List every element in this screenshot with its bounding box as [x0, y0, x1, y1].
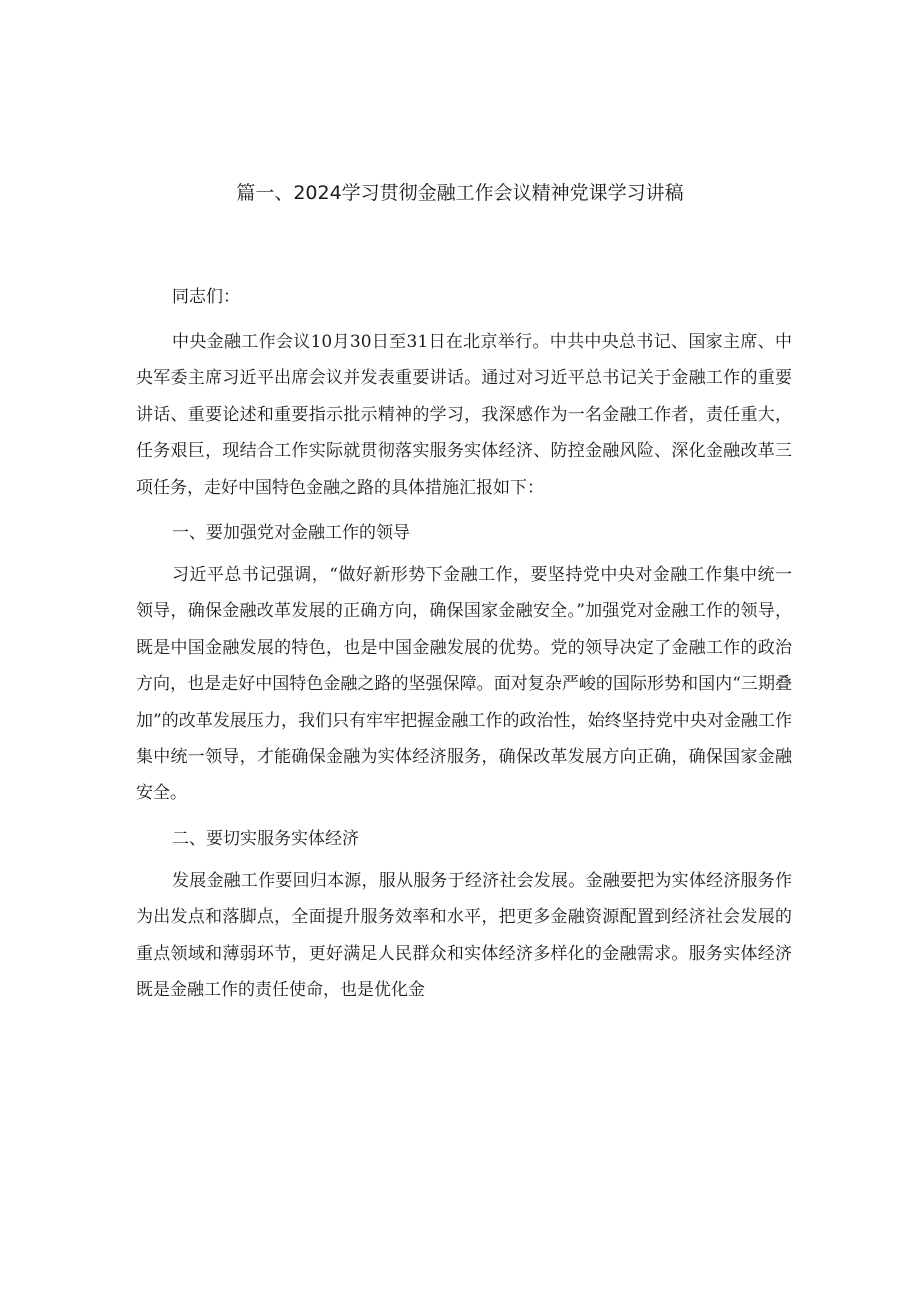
section-heading-2: 二、要切实服务实体经济: [172, 828, 359, 849]
section-heading-1: 一、要加强党对金融工作的领导: [172, 523, 410, 544]
document-title: 篇一、2024学习贯彻金融工作会议精神党课学习讲稿: [236, 182, 684, 204]
section-paragraph-2: 发展金融工作要回归本源，服从服务于经济社会发展。金融要把为实体经济服务作为出发点和落脚点，全面提升服务效率和水平，把更多金融资源配置到经济社会发展的重点领域和薄弱环节，更好满足人民群众和实体经济多样化的金融需求。服务实体经济既是金融工作的责任使命，也是优化金: [136, 870, 792, 1001]
document-body: [136, 282, 792, 1009]
section-paragraph-1: 习近平总书记强调，“做好新形势下金融工作，要坚持党中央对金融工作集中统一领导，确保金融改革发展的正确方向，确保国家金融安全。”加强党对金融工作的领导，既是中国金融发展的特色，也是中国金融发展的优势。党的领导决定了金融工作的政治方向，也是走好中国特色金融之路的坚强保障。面对复杂严峻的国际形势和国内“三期叠加”的改革发展压力，我们只有牢牢把握金融工作的政治性，始终坚持党中央对金融工作集中统一领导，才能确保金融为实体经济服务，确保改革发展方向正确，确保国家金融安全。: [136, 565, 792, 804]
intro-paragraph: 中央金融工作会议10月30日至31日在北京举行。中共中央总书记、国家主席、中央军委主席习近平出席会议并发表重要讲话。通过对习近平总书记关于金融工作的重要讲话、重要论述和重要指示批示精神的学习，我深感作为一名金融工作者，责任重大，任务艰巨，现结合工作实际就贯彻落实服务实体经济、防控金融风险、深化金融改革三项任务，走好中国特色金融之路的具体措施汇报如下：: [136, 332, 792, 498]
salutation: 同志们：: [172, 287, 240, 307]
